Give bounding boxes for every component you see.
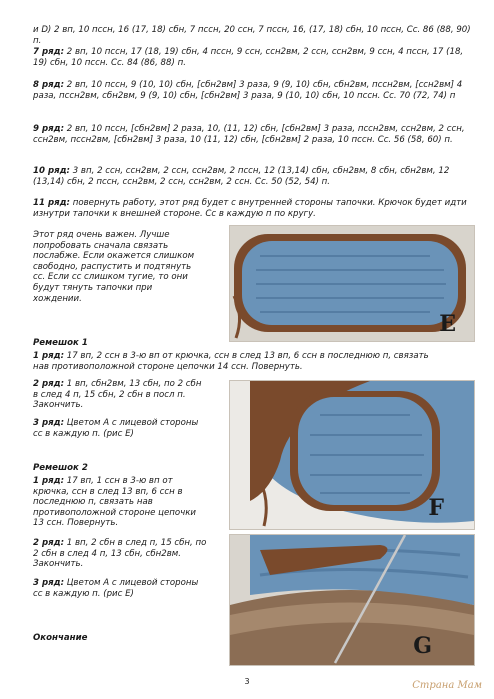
- row-text: 3 вп, 2 ссн, ссн2вм, 2 ссн, ссн2вм, 2 пссн, 12 (13,14) сбн, сбн2вм, 8 сбн, сбн2вм, 12 (13,14) сбн, 2 пссн, ссн2вм, 2 ссн, ссн2вм, 2 ссн. Сс. 50 (52, 54) п.: [33, 166, 450, 187]
- row-label: 8 ряд:: [33, 80, 65, 90]
- note-line: будут тянуть тапочки при: [33, 282, 153, 293]
- row-label: 1 ряд:: [33, 351, 65, 361]
- row-8: [33, 80, 471, 101]
- row-label: 11 ряд:: [33, 198, 70, 208]
- photo-e: [229, 225, 475, 342]
- row-7: [33, 47, 471, 68]
- strap1-row2: 2 ряд: 1 вп, сбн2вм, 13 сбн, по 2 сбн в след 4 п, 15 сбн, 2 сбн в посл п. Закончить.: [33, 379, 202, 411]
- strap2-heading: Ремешок 2: [33, 463, 88, 473]
- photo-f: [229, 380, 475, 530]
- note-line: попробовать сначала связать: [33, 240, 169, 251]
- figure-label-e: E: [439, 311, 456, 337]
- strap1-heading: Ремешок 1: [33, 338, 88, 348]
- row-label: 3 ряд:: [33, 578, 65, 588]
- paragraph-d: и D) 2 вп, 10 пссн, 16 (17, 18) сбн, 7 пссн, 20 ссн, 7 пссн, 16, (17, 18) сбн, 10 пссн, Сс. 86 (88, 90) п.: [33, 25, 471, 46]
- row-label: 3 ряд:: [33, 418, 65, 428]
- strap2-row1: 1 ряд: 17 вп, 1 ссн в 3-ю вп от крючка, ссн в след 13 вп, 6 ссн в последнюю п, связать нав противоположной стороне цепочки 13 ссн. Повернуть.: [33, 476, 197, 529]
- figure-label-f: F: [428, 495, 444, 521]
- note-line: Этот ряд очень важен. Лучше: [33, 230, 170, 240]
- note-line: хождении.: [33, 293, 82, 304]
- row-text: 2 вп, 10 пссн, 9 (10, 10) сбн, [сбн2вм] 3 раза, 9 (9, 10) сбн, сбн2вм, пссн2вм, [ссн2вм] 4 раза, пссн2вм, сбн2вм, 9 (9, 10) сбн, [сбн2вм] 3 раза, 9 (10, 10) сбн, 10 пссн. Сс. 70 (72, 74) п: [33, 80, 463, 101]
- note-line: свободно, распустить и подтянуть: [33, 261, 192, 272]
- figure-label-g: G: [413, 633, 432, 659]
- strap2-row3: 3 ряд: Цветом А с лицевой стороны сс в каждую п. (рис Е): [33, 578, 199, 599]
- row-label: 1 ряд:: [33, 476, 65, 486]
- row-11: [33, 198, 471, 219]
- row-label: 2 ряд:: [33, 379, 65, 389]
- photo-g: [229, 534, 475, 666]
- note-block: [33, 230, 233, 304]
- note-line: послабже. Если окажется слишком: [33, 251, 195, 262]
- row-10: [33, 166, 471, 187]
- page-number: 3: [244, 677, 250, 686]
- row-9: [33, 124, 471, 145]
- row-text: 2 вп, 10 пссн, [сбн2вм] 2 раза, 10, (11, 12) сбн, [сбн2вм] 3 раза, пссн2вм, ссн2вм, 2 ссн, ссн2вм, пссн2вм, [сбн2вм] 3 раза, 10 (11, 12) сбн, [сбн2вм] 2 раза, 10 пссн. Сс. 56 (58, 60) п.: [33, 124, 465, 145]
- note-line: сс. Если сс слишком тугие, то они: [33, 272, 188, 283]
- row-text: повернуть работу, этот ряд будет с внутренней стороны тапочки. Крючок будет идти изнутри тапочки к внешней стороне. Сс в каждую п по кругу.: [33, 198, 467, 219]
- row-label: 10 ряд:: [33, 166, 70, 176]
- strap2-row2: 2 ряд: 1 вп, 2 сбн в след п, 15 сбн, по 2 сбн в след 4 п, 13 сбн, сбн2вм. Закончить.: [33, 538, 207, 570]
- watermark: Страна Мам: [412, 680, 482, 691]
- row-label: 7 ряд:: [33, 47, 65, 57]
- row-label: 9 ряд:: [33, 124, 65, 134]
- row-text: 2 вп, 10 пссн, 17 (18, 19) сбн, 4 пссн, 9 ссн, ссн2вм, 2 ссн, ссн2вм, 9 ссн, 4 пссн, 17 (18, 19) сбн, 10 пссн. Сс. 84 (86, 88) п.: [33, 47, 464, 68]
- row-label: 2 ряд:: [33, 538, 65, 548]
- ending-heading: Окончание: [33, 633, 88, 643]
- strap1-row1: 1 ряд: 17 вп, 2 ссн в 3-ю вп от крючка, ссн в след 13 вп, 6 ссн в последнюю п, связать нав противоположной стороне цепочки 14 ссн. Повернуть.: [33, 351, 429, 372]
- strap1-row3: 3 ряд: Цветом А с лицевой стороны сс в каждую п. (рис Е): [33, 418, 199, 439]
